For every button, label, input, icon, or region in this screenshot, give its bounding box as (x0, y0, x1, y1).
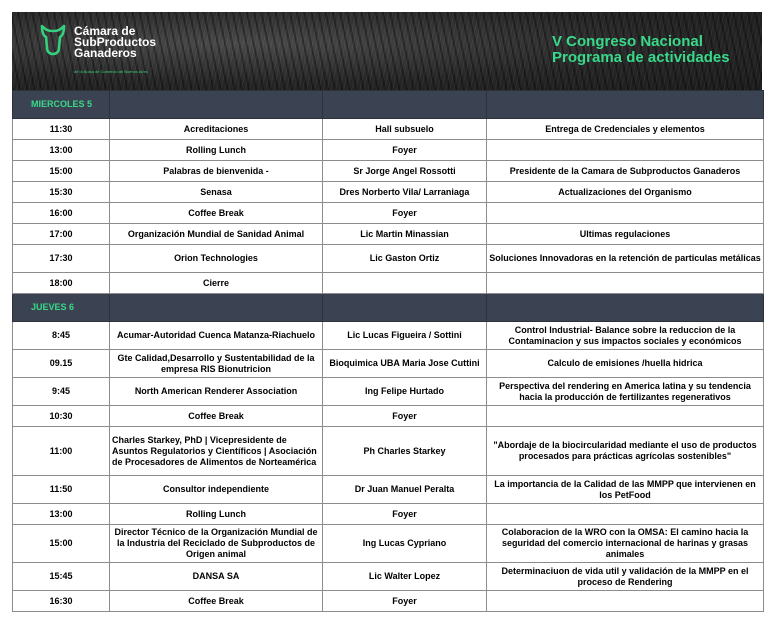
time-cell: 13:00 (13, 504, 110, 525)
table-row (13, 350, 764, 378)
activity-cell: Coffee Break (110, 203, 323, 224)
day-label: MIERCOLES 5 (13, 91, 110, 119)
description-cell (487, 591, 764, 612)
time-cell: 09.15 (13, 350, 110, 378)
description-cell: Perspectiva del rendering en America latina y su tendencia hacia la producción de fertilizantes regenerativos (487, 378, 764, 406)
time-cell: 15:45 (13, 563, 110, 591)
description-cell: Colaboracion de la WRO con la OMSA: El camino hacia la seguridad del comercio internacional de harinas y grasas animales (487, 525, 764, 563)
time-cell: 11:30 (13, 119, 110, 140)
activity-cell: Consultor independiente (110, 476, 323, 504)
speaker-cell: Ing Lucas Cypriano (323, 525, 487, 563)
schedule-table (12, 90, 764, 612)
day-label: JUEVES 6 (13, 294, 110, 322)
speaker-cell: Dres Norberto Vila/ Larraniaga (323, 182, 487, 203)
activity-cell: Director Técnico de la Organización Mundial de la Industria del Reciclado de Subproductos de Origen animal (110, 525, 323, 563)
description-cell (487, 140, 764, 161)
table-row (13, 427, 764, 476)
activity-cell: Coffee Break (110, 406, 323, 427)
speaker-cell: Sr Jorge Angel Rossotti (323, 161, 487, 182)
table-row (13, 322, 764, 350)
description-cell: Actualizaciones del Organismo (487, 182, 764, 203)
activity-cell: Orion Technologies (110, 245, 323, 273)
speaker-cell: Foyer (323, 203, 487, 224)
page-header (12, 12, 762, 90)
time-cell: 9:45 (13, 378, 110, 406)
table-row (13, 119, 764, 140)
time-cell: 17:30 (13, 245, 110, 273)
time-cell: 15:30 (13, 182, 110, 203)
description-cell (487, 406, 764, 427)
time-cell: 16:00 (13, 203, 110, 224)
activity-cell: Organización Mundial de Sanidad Animal (110, 224, 323, 245)
org-tagline: de la Bolsa de Comercio de Buenos Aires (74, 69, 148, 74)
table-row (13, 378, 764, 406)
day-header (13, 91, 764, 119)
time-cell: 11:00 (13, 427, 110, 476)
time-cell: 15:00 (13, 525, 110, 563)
description-cell (487, 273, 764, 294)
time-cell: 15:00 (13, 161, 110, 182)
table-row (13, 245, 764, 273)
description-cell: Entrega de Credenciales y elementos (487, 119, 764, 140)
bull-head-logo-icon (40, 24, 66, 56)
speaker-cell: Foyer (323, 591, 487, 612)
activity-cell: Acreditaciones (110, 119, 323, 140)
activity-cell: Rolling Lunch (110, 504, 323, 525)
time-cell: 16:30 (13, 591, 110, 612)
table-row (13, 406, 764, 427)
table-row (13, 224, 764, 245)
time-cell: 17:00 (13, 224, 110, 245)
activity-cell: Palabras de bienvenida - (110, 161, 323, 182)
time-cell: 18:00 (13, 273, 110, 294)
description-cell (487, 504, 764, 525)
description-cell: Determinaciuon de vida util y validación de la MMPP en el proceso de Rendering (487, 563, 764, 591)
speaker-cell: Hall subsuelo (323, 119, 487, 140)
activity-cell: Coffee Break (110, 591, 323, 612)
description-cell: Presidente de la Camara de Subproductos Ganaderos (487, 161, 764, 182)
activity-cell: Gte Calidad,Desarrollo y Sustentabilidad de la empresa RIS Bionutricion (110, 350, 323, 378)
table-row (13, 591, 764, 612)
description-cell: Control Industrial- Balance sobre la reduccion de la Contaminacion y sus impactos sociales y económicos (487, 322, 764, 350)
speaker-cell: Foyer (323, 504, 487, 525)
speaker-cell: Bioquimica UBA Maria Jose Cuttini (323, 350, 487, 378)
table-row (13, 563, 764, 591)
table-row (13, 476, 764, 504)
description-cell: Soluciones Innovadoras en la retención de particulas metálicas (487, 245, 764, 273)
table-row (13, 161, 764, 182)
page-title: V Congreso Nacional Programa de actividades (552, 33, 730, 66)
table-row (13, 203, 764, 224)
speaker-cell: Lic Walter Lopez (323, 563, 487, 591)
table-row (13, 273, 764, 294)
speaker-cell: Lic Gaston Ortiz (323, 245, 487, 273)
activity-cell: Senasa (110, 182, 323, 203)
description-cell: Calculo de emisiones /huella hidrica (487, 350, 764, 378)
time-cell: 8:45 (13, 322, 110, 350)
speaker-cell: Dr Juan Manuel Peralta (323, 476, 487, 504)
description-cell (487, 203, 764, 224)
table-row (13, 504, 764, 525)
day-header (13, 294, 764, 322)
description-cell: Ultimas regulaciones (487, 224, 764, 245)
time-cell: 13:00 (13, 140, 110, 161)
table-row (13, 182, 764, 203)
speaker-cell: Foyer (323, 406, 487, 427)
description-cell: La importancia de la Calidad de las MMPP que intervienen en los PetFood (487, 476, 764, 504)
speaker-cell: Ing Felipe Hurtado (323, 378, 487, 406)
speaker-cell: Lic Lucas Figueira / Sottini (323, 322, 487, 350)
activity-cell: Charles Starkey, PhD | Vicepresidente de Asuntos Regulatorios y Científicos | Asociación de Procesadores de Alimentos de Norteamérica (110, 427, 323, 476)
table-row (13, 140, 764, 161)
speaker-cell: Lic Martin Minassian (323, 224, 487, 245)
speaker-cell: Ph Charles Starkey (323, 427, 487, 476)
activity-cell: Cierre (110, 273, 323, 294)
time-cell: 10:30 (13, 406, 110, 427)
activity-cell: DANSA SA (110, 563, 323, 591)
org-name: Cámara de SubProductos Ganaderos (74, 24, 157, 60)
table-row (13, 525, 764, 563)
description-cell: "Abordaje de la biocircularidad mediante el uso de productos procesados para prácticas agrícolas sostenibles" (487, 427, 764, 476)
speaker-cell (323, 273, 487, 294)
activity-cell: Acumar-Autoridad Cuenca Matanza-Riachuelo (110, 322, 323, 350)
activity-cell: Rolling Lunch (110, 140, 323, 161)
speaker-cell: Foyer (323, 140, 487, 161)
time-cell: 11:50 (13, 476, 110, 504)
activity-cell: North American Renderer Association (110, 378, 323, 406)
